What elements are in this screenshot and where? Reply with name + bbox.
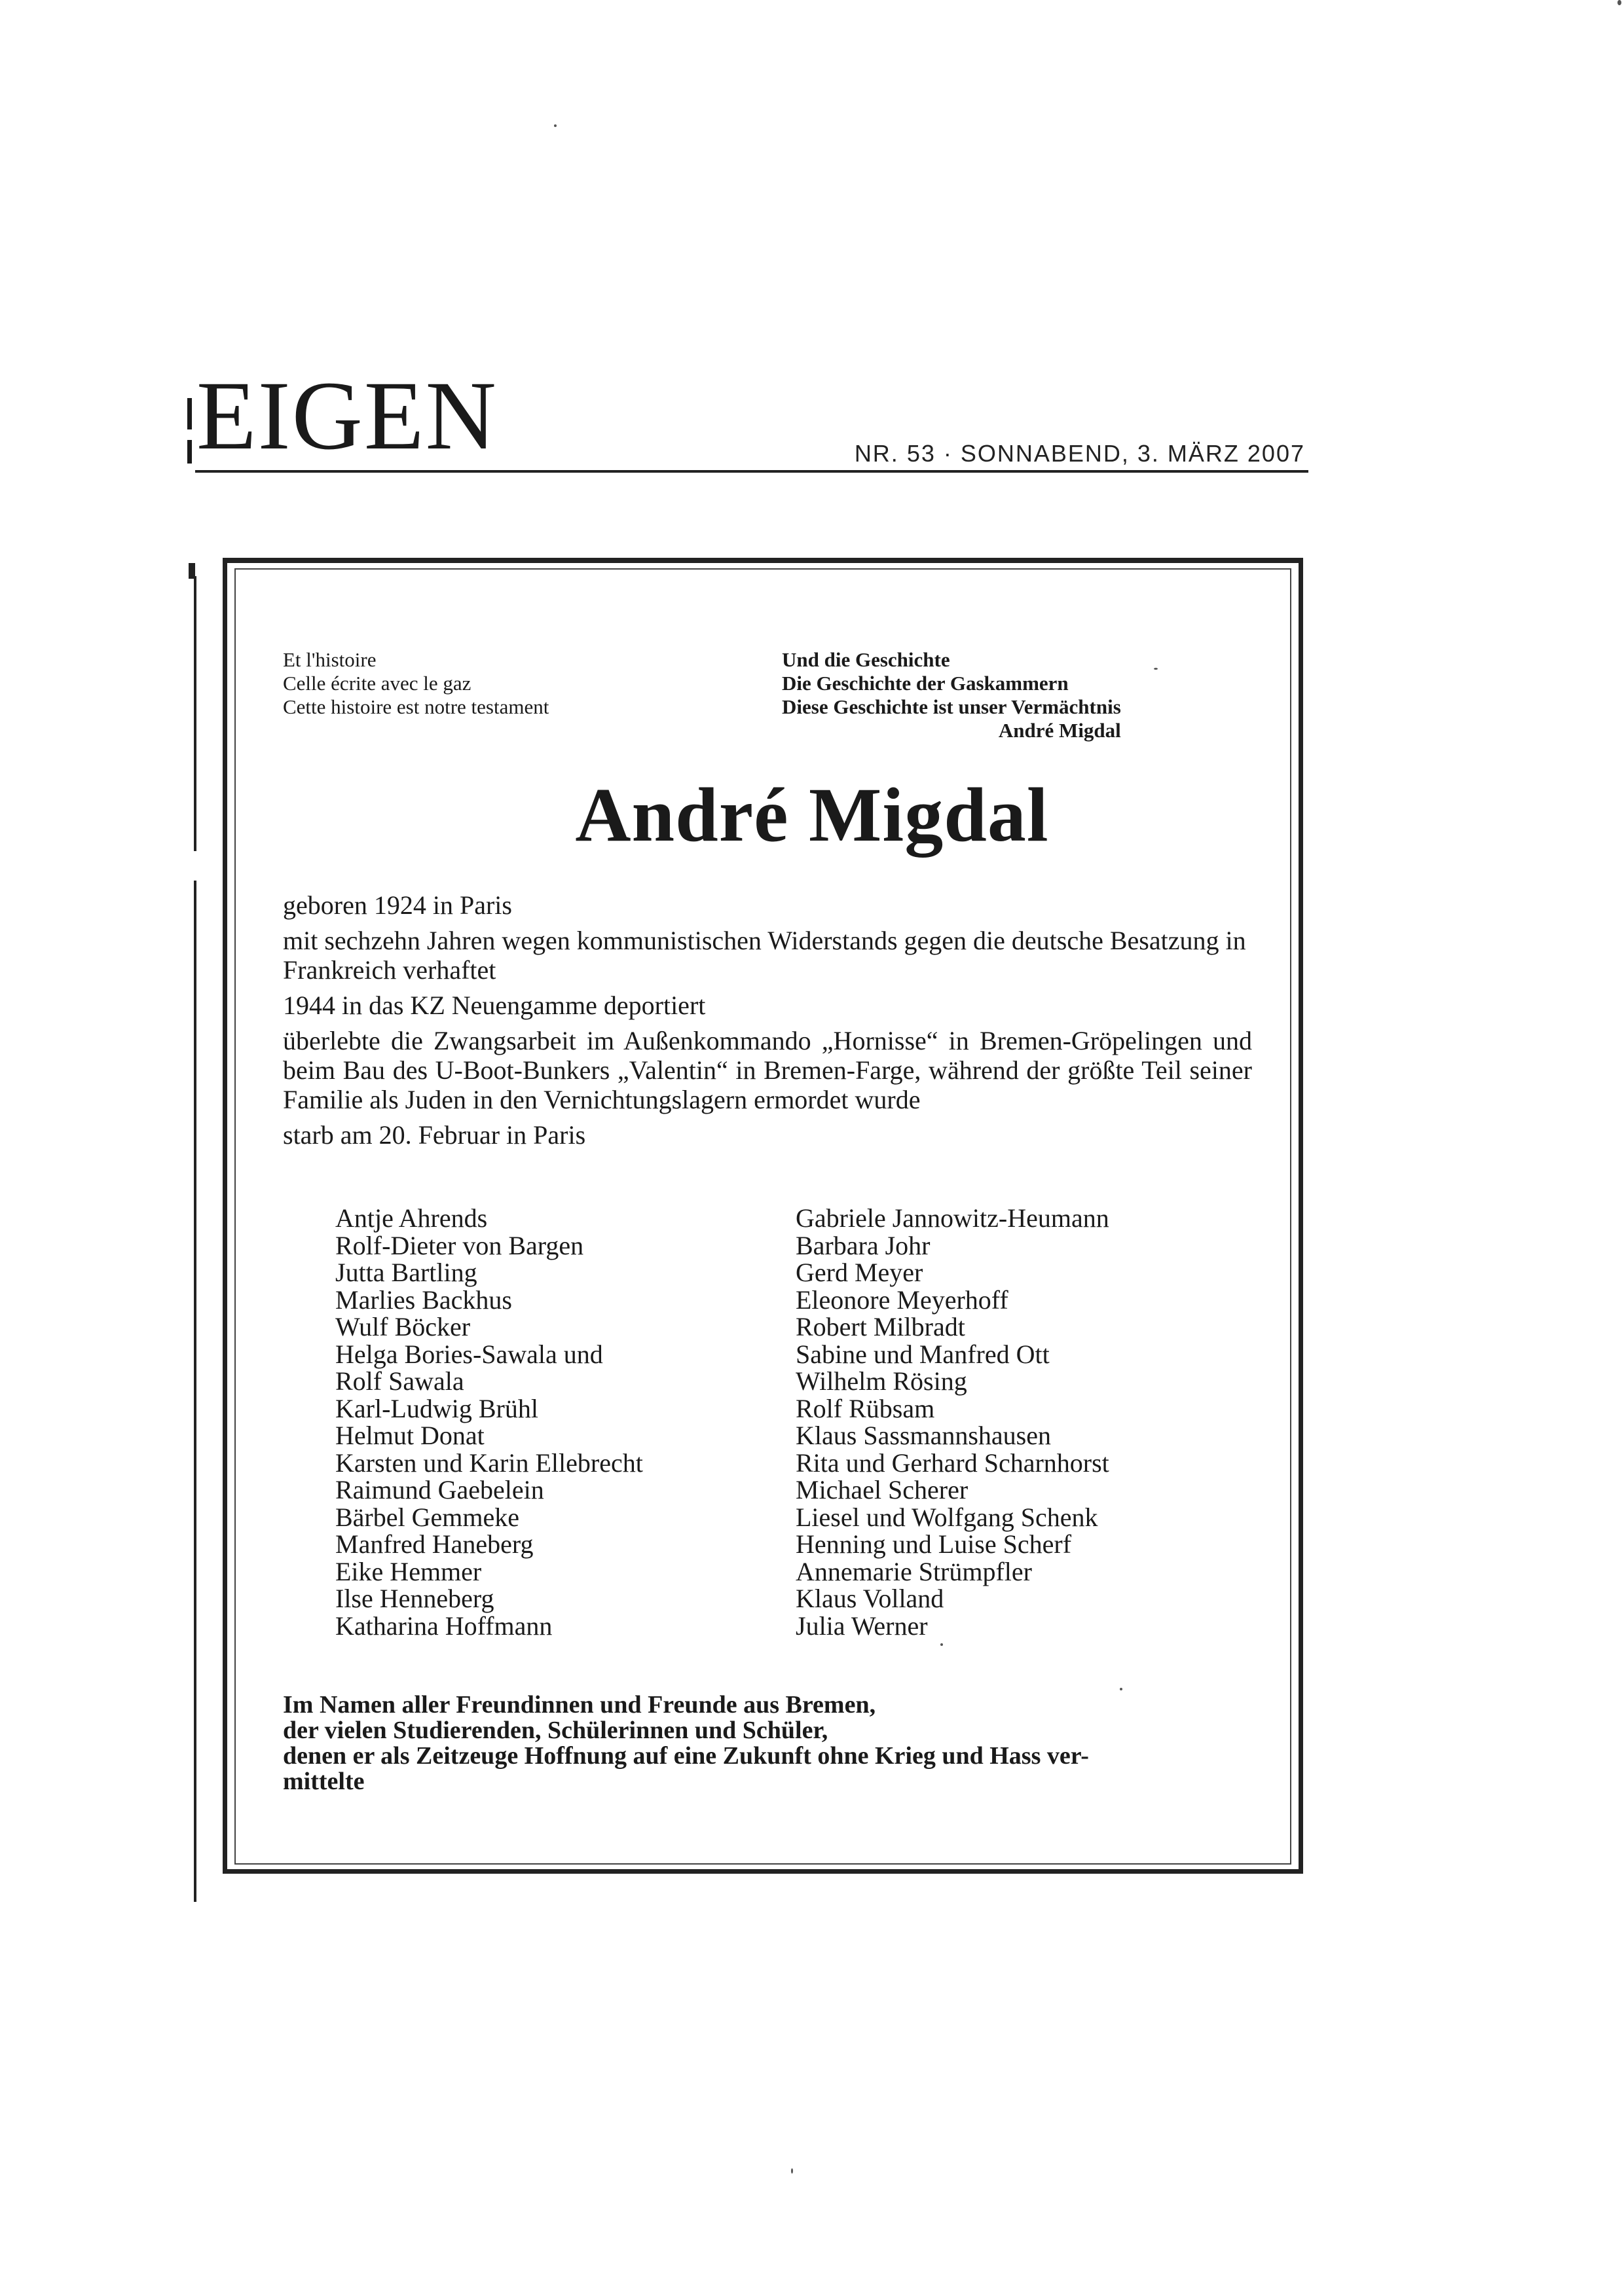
list-item: Rolf Rübsam bbox=[796, 1393, 935, 1423]
list-item: Eike Hemmer bbox=[335, 1556, 482, 1586]
scan-speck bbox=[1154, 668, 1158, 670]
scan-speck bbox=[1120, 1688, 1122, 1690]
bio-deported: 1944 in das KZ Neuengamme deportiert bbox=[283, 991, 706, 1020]
list-item: Rolf-Dieter von Bargen bbox=[335, 1230, 584, 1260]
list-item: Rita und Gerhard Scharnhorst bbox=[796, 1448, 1109, 1478]
list-item: Bärbel Gemmeke bbox=[335, 1502, 519, 1532]
list-item: Karl-Ludwig Brühl bbox=[335, 1393, 538, 1423]
masthead-title: EIGEN bbox=[196, 361, 498, 470]
closing-dedication bbox=[283, 1692, 1246, 1795]
list-item: Gabriele Jannowitz-Heumann bbox=[796, 1203, 1109, 1233]
scan-speck bbox=[554, 124, 557, 127]
list-item: Eleonore Meyerhoff bbox=[796, 1285, 1008, 1315]
epigraph-german bbox=[782, 648, 1121, 742]
mourners-list-right bbox=[796, 1205, 1109, 1639]
list-item: Wulf Böcker bbox=[335, 1312, 471, 1341]
list-item: Annemarie Strümpfler bbox=[796, 1556, 1032, 1586]
biography bbox=[283, 890, 1252, 1156]
scan-speck bbox=[791, 2168, 793, 2174]
list-item: Katharina Hoffmann bbox=[335, 1611, 553, 1641]
list-item: Manfred Haneberg bbox=[335, 1529, 534, 1559]
closing-line: der vielen Studierenden, Schülerinnen und Schüler, bbox=[283, 1717, 828, 1744]
epigraph-line: Et l'histoire bbox=[283, 648, 377, 671]
closing-line: denen er als Zeitzeuge Hoffnung auf eine Zukunft ohne Krieg und Hass ver- bbox=[283, 1742, 1089, 1770]
masthead-rule bbox=[195, 470, 1308, 473]
list-item: Klaus Volland bbox=[796, 1584, 944, 1613]
list-item: Jutta Bartling bbox=[335, 1258, 477, 1287]
margin-line bbox=[189, 563, 195, 579]
bio-died: starb am 20. Februar in Paris bbox=[283, 1120, 586, 1150]
deceased-name: André Migdal bbox=[575, 772, 1049, 858]
list-item: Julia Werner bbox=[796, 1611, 928, 1641]
closing-line: Im Namen aller Freundinnen und Freunde aus Bremen, bbox=[283, 1691, 876, 1719]
list-item: Gerd Meyer bbox=[796, 1258, 923, 1287]
list-item: Robert Milbradt bbox=[796, 1312, 965, 1341]
list-item: Helga Bories-Sawala und bbox=[335, 1339, 603, 1369]
epigraph-line: Cette histoire est notre testament bbox=[283, 695, 549, 718]
list-item: Wilhelm Rösing bbox=[796, 1366, 967, 1396]
issue-date-line: NR. 53 · SONNABEND, 3. MÄRZ 2007 bbox=[854, 440, 1305, 467]
bio-born: geboren 1924 in Paris bbox=[283, 890, 512, 920]
list-item: Klaus Sassmannshausen bbox=[796, 1421, 1051, 1450]
list-item: Henning und Luise Scherf bbox=[796, 1529, 1072, 1559]
epigraph-line: Celle écrite avec le gaz bbox=[283, 672, 471, 695]
list-item: Sabine und Manfred Ott bbox=[796, 1339, 1050, 1369]
epigraph-line: Und die Geschichte bbox=[782, 648, 950, 671]
list-item: Liesel und Wolfgang Schenk bbox=[796, 1502, 1098, 1532]
epigraph-line: Die Geschichte der Gaskammern bbox=[782, 672, 1069, 695]
list-item: Antje Ahrends bbox=[335, 1203, 488, 1233]
masthead-crop-mark bbox=[187, 398, 192, 429]
scan-speck bbox=[940, 1643, 943, 1646]
list-item: Marlies Backhus bbox=[335, 1285, 512, 1315]
scan-speck bbox=[1617, 0, 1621, 5]
epigraph-line: Diese Geschichte ist unser Vermächtnis bbox=[782, 695, 1121, 718]
list-item: Helmut Donat bbox=[335, 1421, 485, 1450]
closing-line: mittelte bbox=[283, 1768, 365, 1795]
margin-line bbox=[194, 881, 196, 1902]
list-item: Rolf Sawala bbox=[335, 1366, 464, 1396]
list-item: Barbara Johr bbox=[796, 1230, 931, 1260]
list-item: Michael Scherer bbox=[796, 1475, 969, 1504]
list-item: Karsten und Karin Ellebrecht bbox=[335, 1448, 643, 1478]
bio-survived: überlebte die Zwangsarbeit im Außenkommando „Hornisse“ in Bremen-Gröpelingen und beim Bau des U-Boot-Bunkers „Valentin“ in Bremen-Farge, während der größte Teil seiner Familie als Juden in den Vernichtungslagern ermordet wurde bbox=[283, 1026, 1252, 1114]
list-item: Raimund Gaebelein bbox=[335, 1475, 544, 1504]
masthead-crop-mark bbox=[187, 440, 192, 464]
epigraph-french bbox=[283, 648, 549, 719]
epigraph-attribution: André Migdal bbox=[998, 719, 1121, 742]
mourners-list-left bbox=[335, 1205, 643, 1639]
list-item: Ilse Henneberg bbox=[335, 1584, 494, 1613]
bio-arrest: mit sechzehn Jahren wegen kommunistischen Widerstands gegen die deutsche Besatzung in Frankreich verhaftet bbox=[283, 926, 1246, 985]
